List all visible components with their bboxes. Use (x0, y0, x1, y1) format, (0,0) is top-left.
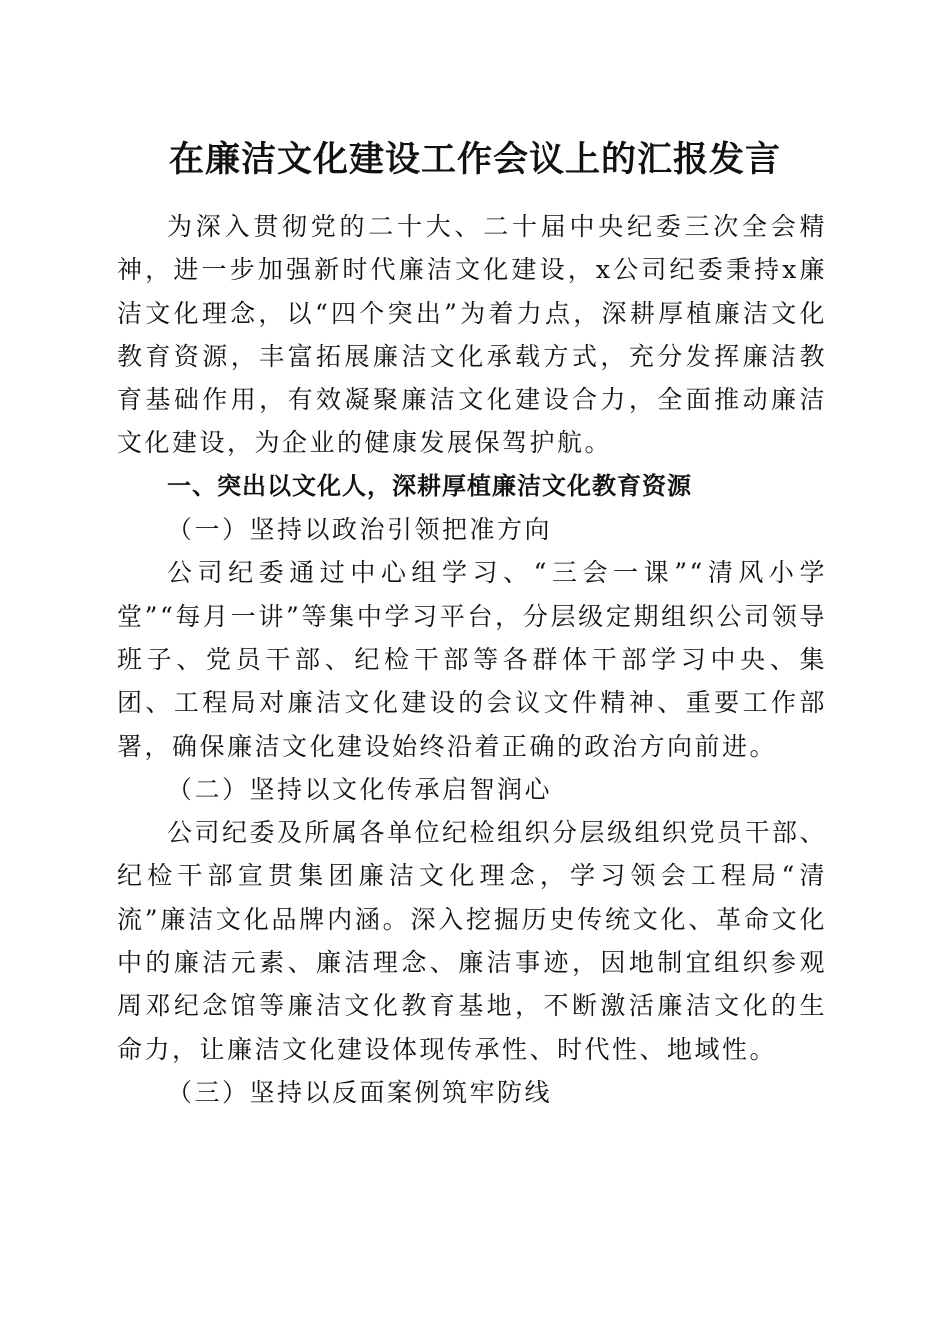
subsection-paragraph: 公司纪委及所属各单位纪检组织分层级组织党员干部、纪检干部宣贯集团廉洁文化理念，学习领会工程局“清流”廉洁文化品牌内涵。深入挖掘历史传统文化、革命文化中的廉洁元素、廉洁理念、廉洁事迹，因地制宜组织参观周邓纪念馆等廉洁文化教育基地，不断激活廉洁文化的生命力，让廉洁文化建设体现传承性、时代性、地域性。 (117, 818, 828, 1064)
document-body (117, 205, 827, 1114)
document-title: 在廉洁文化建设工作会议上的汇报发言 (168, 139, 781, 180)
subsection-heading: （一）坚持以政治引领把准方向 (167, 515, 553, 545)
intro-paragraph: 为深入贯彻党的二十大、二十届中央纪委三次全会精神，进一步加强新时代廉洁文化建设，x公司纪委秉持x廉洁文化理念，以“四个突出”为着力点，深耕厚植廉洁文化教育资源，丰富拓展廉洁文化承载方式，充分发挥廉洁教育基础作用，有效凝聚廉洁文化建设合力，全面推动廉洁文化建设，为企业的健康发展保驾护航。 (117, 212, 827, 458)
subsection-paragraph: 公司纪委通过中心组学习、“三会一课”“清风小学堂”“每月一讲”等集中学习平台，分层级定期组织公司领导班子、党员干部、纪检干部等各群体干部学习中央、集团、工程局对廉洁文化建设的会议文件精神、重要工作部署，确保廉洁文化建设始终沿着正确的政治方向前进。 (117, 558, 827, 761)
subsection-heading: （二）坚持以文化传承启智润心 (167, 774, 553, 804)
section-heading: 一、突出以文化人，深耕厚植廉洁文化教育资源 (167, 471, 692, 500)
subsection-heading: （三）坚持以反面案例筑牢防线 (167, 1077, 553, 1107)
